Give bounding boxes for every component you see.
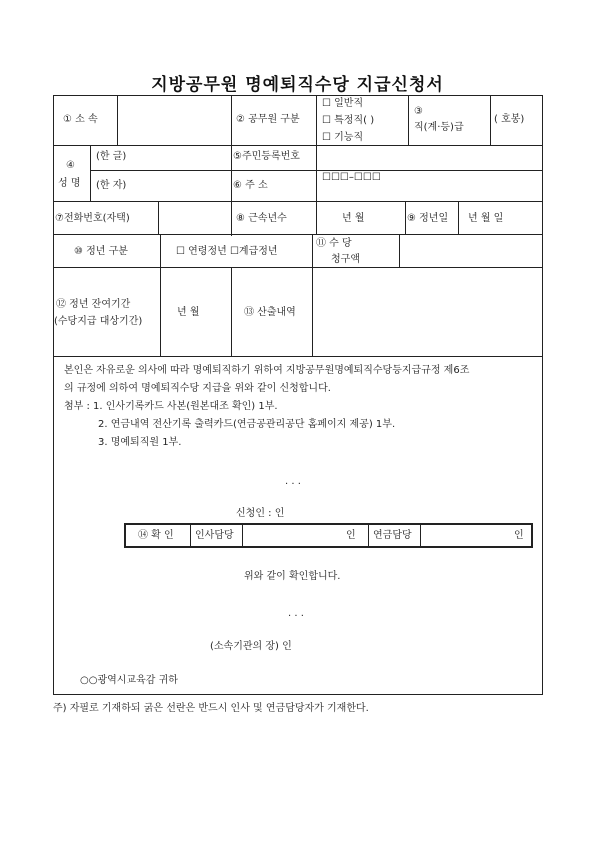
grade-label: 직(계·등)급 (414, 122, 464, 133)
hr-seal[interactable]: 인 (346, 530, 356, 541)
form-title: 지방공무원 명예퇴직수당 지급신청서 (151, 75, 444, 95)
confirm-text: 위와 같이 확인합니다. (244, 571, 341, 582)
confirm-label: ⑭ 확 인 (138, 530, 174, 541)
pension-seal[interactable]: 인 (514, 530, 524, 541)
address-label: ⑥ 주 소 (233, 180, 268, 191)
civil-type-option-special[interactable]: ☐ 특정직( ) (322, 115, 375, 126)
statement-block (64, 362, 534, 452)
name-hanja-label: (한 자) (96, 180, 127, 191)
remaining-period-label: ⑫ 정년 잔여기간 (56, 299, 131, 310)
calculation-label: ⑬ 산출내역 (244, 307, 296, 318)
grade-number: ③ (414, 106, 423, 117)
application-date[interactable]: . . . (285, 476, 301, 487)
step-label: ( 호봉) (494, 114, 525, 125)
pension-officer-label: 연금담당 (373, 530, 412, 541)
allowance-label-sub: 청구액 (331, 254, 360, 265)
retire-date-label: ⑨ 정년일 (407, 213, 449, 224)
retire-type-label: ⑩ 정년 구분 (74, 246, 128, 257)
addressee: ○○광역시교육감 귀하 (80, 675, 178, 686)
statement-line-2: 의 규정에 의하여 명예퇴직수당 지급을 위와 같이 신청합니다. (64, 383, 331, 394)
name-hangul-label: (한 글) (96, 151, 127, 162)
name-number: ④ (66, 160, 75, 171)
affiliation-label: ① 소 속 (63, 114, 98, 125)
postal-code-field[interactable]: ☐☐☐–☐☐☐ (322, 172, 381, 183)
retire-date-unit: 년 월 일 (468, 213, 504, 224)
retire-type-options[interactable]: ☐ 연령정년 ☐계급정년 (176, 246, 278, 257)
rrn-label: ⑤주민등록번호 (233, 151, 300, 162)
agency-head-signature[interactable]: (소속기관의 장) 인 (210, 641, 292, 652)
remaining-period-sublabel: (수당지급 대상기간) (54, 316, 143, 327)
civil-type-option-technical[interactable]: ☐ 기능직 (322, 132, 364, 143)
hr-officer-label: 인사담당 (195, 530, 234, 541)
allowance-label: ⑪ 수 당 (316, 238, 352, 249)
service-years-unit: 년 월 (342, 213, 365, 224)
statement-line-1: 본인은 자유로운 의사에 따라 명예퇴직하기 위하여 지방공무원명예퇴직수당등지급규정 제6조 (64, 365, 470, 376)
attachment-1: 첨부 : 1. 인사기록카드 사본(원본대조 확인) 1부. (64, 401, 278, 412)
confirm-table (124, 523, 533, 548)
name-label: 성 명 (58, 178, 81, 189)
service-years-label: ⑧ 근속년수 (236, 213, 287, 224)
attachment-3: 3. 명예퇴직원 1부. (98, 437, 182, 448)
civil-type-label: ② 공무원 구분 (236, 114, 300, 125)
civil-type-option-general[interactable]: ☐ 일반직 (322, 98, 364, 109)
footnote: 주) 자필로 기재하되 굵은 선란은 반드시 인사 및 연금담당자가 기재한다. (53, 703, 369, 714)
remaining-period-unit: 년 월 (177, 307, 200, 318)
applicant-signature[interactable]: 신청인 : 인 (236, 508, 285, 519)
confirm-date[interactable]: . . . (288, 608, 304, 619)
attachment-2: 2. 연금내역 전산기록 출력카드(연금공관리공단 홈페이지 제공) 1부. (98, 419, 396, 430)
phone-label: ⑦전화번호(자택) (55, 213, 130, 224)
